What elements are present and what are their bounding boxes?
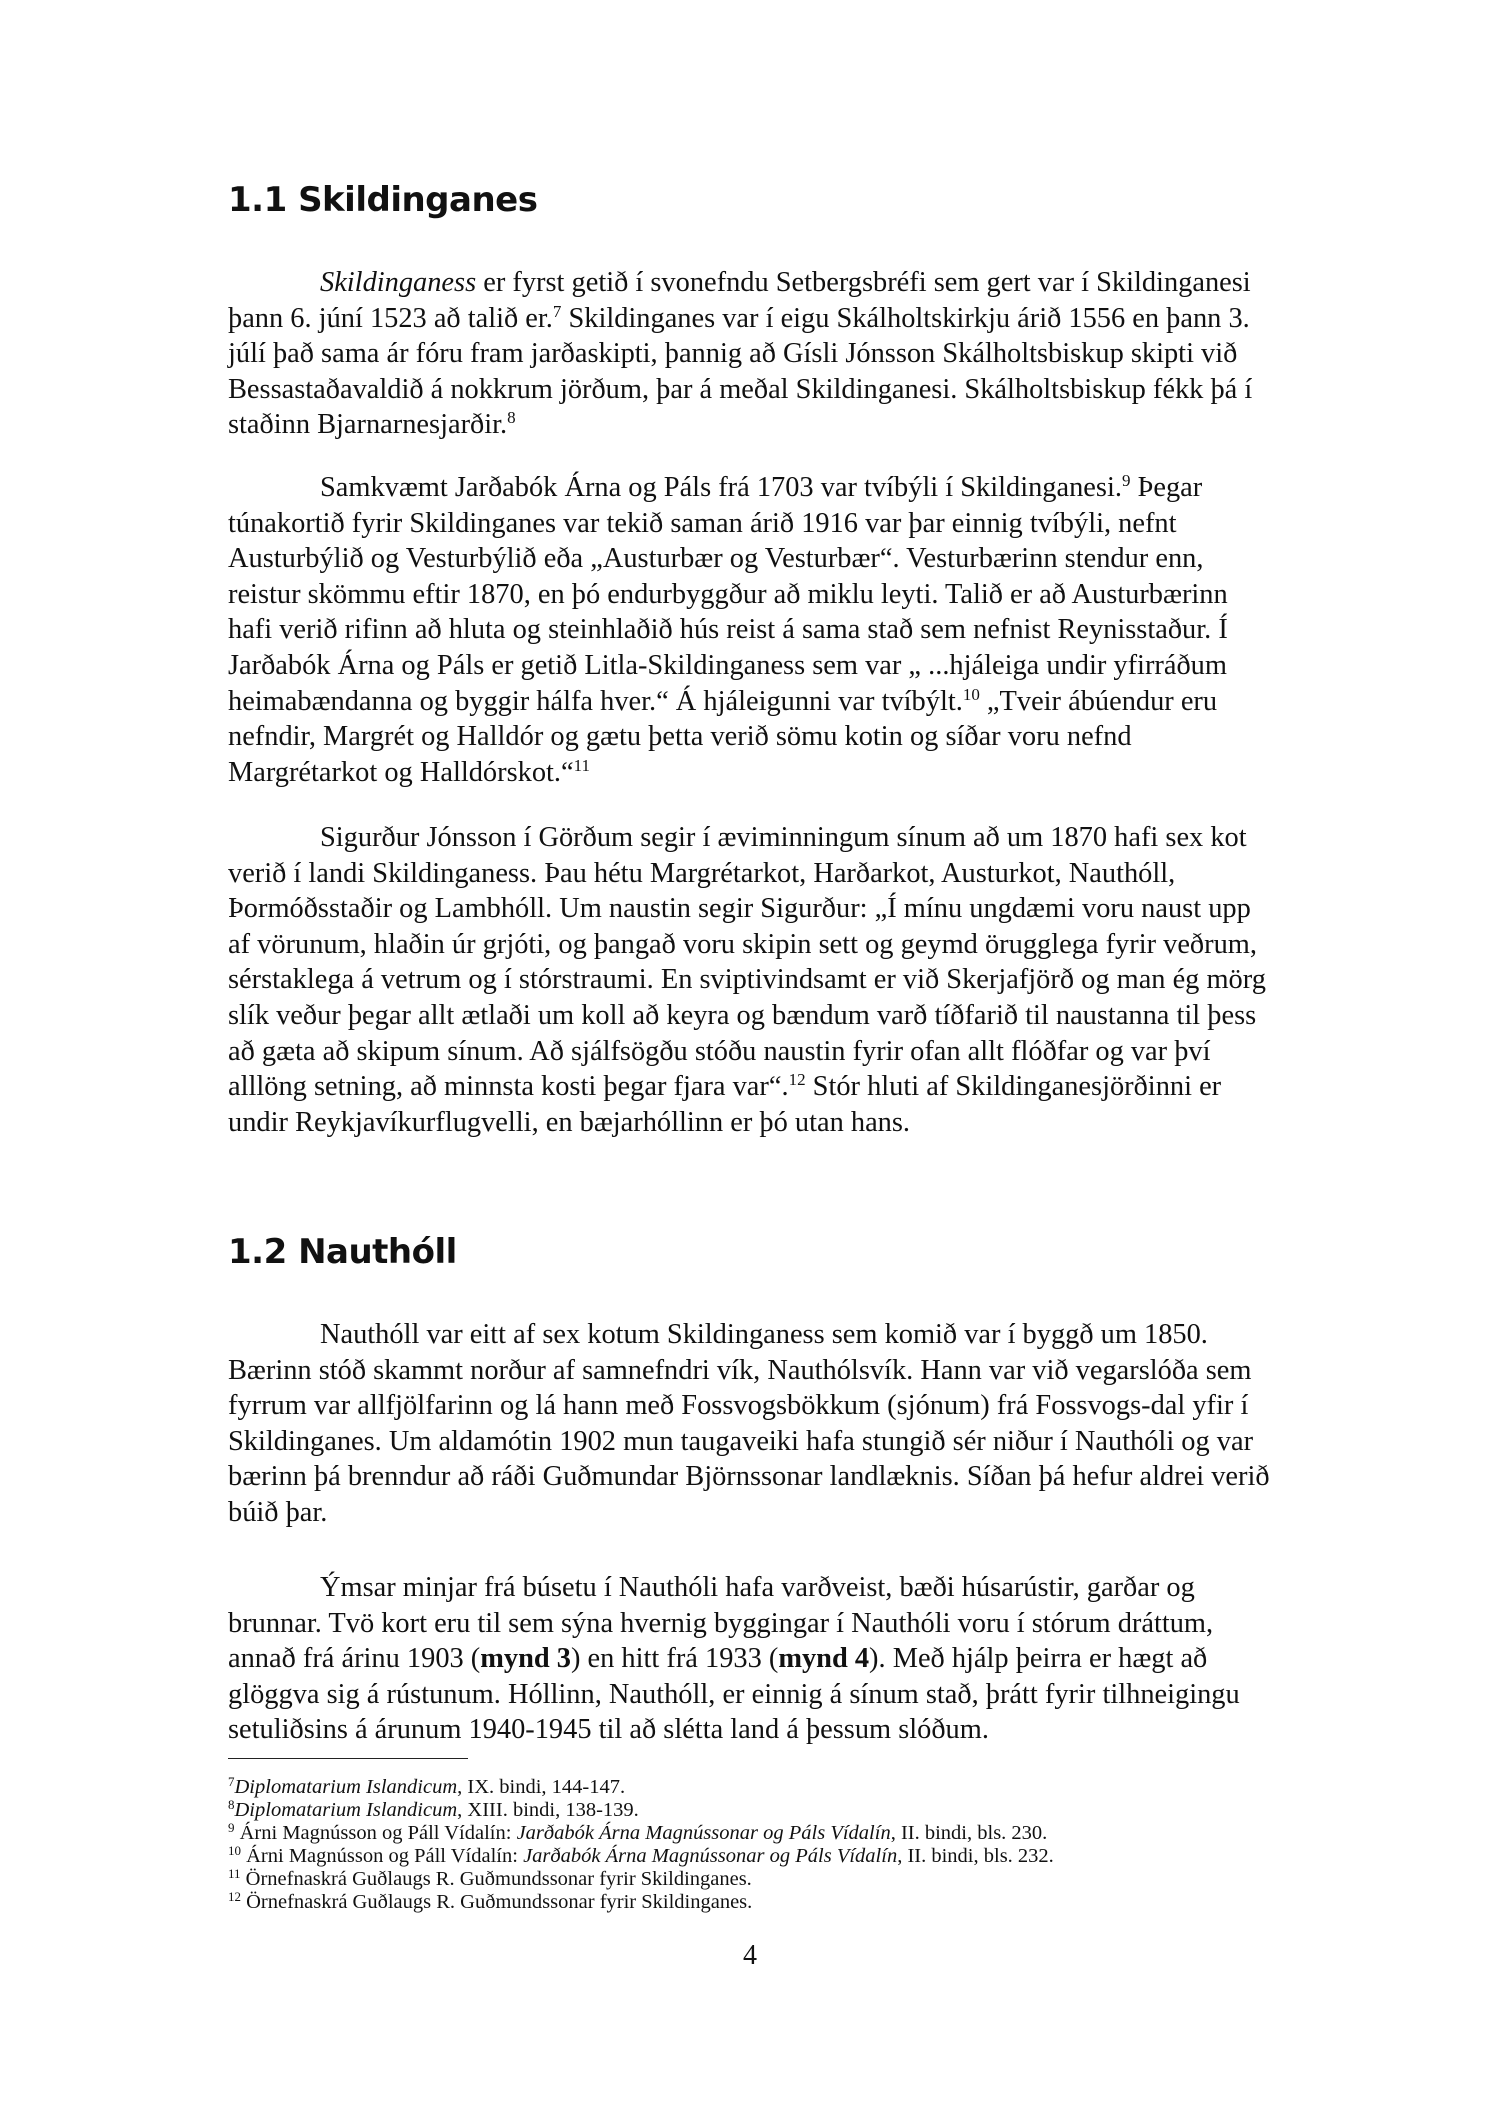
paragraph: Samkvæmt Jarðabók Árna og Páls frá 1703 var tvíbýli í Skildinganesi.$^9$ Þegar túnakortið fyrir Skildinganes var tekið saman árið 1916 var þar einnig tvíbýli, nefnt Austurbýlið og Vesturbýlið eða „Austurbær og Vesturbær“. Vesturbærinn stendur enn, reistur skömmu eftir 1870, en þó endurbyggður að miklu leyti. Talið er að Austurbærinn hafi verið rifinn að hluta og steinhlaðið hús reist á sama stað sem nefnist Reynisstaður. Í Jarðabók Árna og Páls er getið Litla-Skildinganess sem var „ ...hjáleiga undir yfirráðum heimabændanna og byggir hálfa hver.“ Á hjáleigunni var tvíbýlt.$^{10}$ „Tveir ábúendur eru nefndir, Margrét og Halldór og gætu þetta verið sömu kotin og síðar voru nefnd Margrétarkot og Halldórskot.“$^{11}$ — [228, 471, 1228, 788]
paragraph: Skildinganess er fyrst getið í svonefndu Setbergsbréfi sem gert var í Skildinganesi þann 6. júní 1523 að talið er.$^7$ Skildinganes var í eigu Skálholtskirkju árið 1556 en þann 3. júlí það sama ár fóru fram jarðaskipti, þannig að Gísli Jónsson Skálholtsbiskup skipti við Bessastaðavaldið á nokkrum jörðum, þar á meðal Skildinganesi. Skálholtsbiskup fékk þá í staðinn Bjarnarnesjarðir.$^8$ — [228, 267, 1253, 441]
page-number: 4 — [743, 1940, 757, 1971]
footnote: $^{11}$ Örnefnaskrá Guðlaugs R. Guðmundssonar fyrir Skildinganes. — [228, 1866, 752, 1890]
paragraph: Sigurður Jónsson í Görðum segir í æviminningum sínum að um 1870 hafi sex kot verið í landi Skildinganess. Þau hétu Margrétarkot, Harðarkot, Austurkot, Nauthóll, Þormóðsstaðir og Lambhóll. Um naustin segir Sigurður: „Í mínu ungdæmi voru naust upp af vörunum, hlaðin úr grjóti, og þangað voru skipin sett og geymd örugglega fyrir veðrum, sérstaklega á vetrum og í stórstraumi. En sviptivindsamt er við Skerjafjörð og man ég mörg slík veður þegar allt ætlaði um koll að keyra og bændum varð tíðfarið til naustanna til þess að gæta að skipum sínum. Að sjálfsögðu stóðu naustin fyrir ofan allt flóðfar og var því alllöng setning, að minnsta kosti þegar fjara var“.$^{12}$ Stór hluti af Skildinganesjörðinni er undir Reykjavíkurflugvelli, en bæjarhóllinn er þó utan hans. — [228, 822, 1266, 1138]
footnote-ref: 9 — [1121, 471, 1131, 490]
section-heading-skildinganes: 1.1 Skildinganes — [228, 180, 538, 220]
footnote-ref: 10 — [962, 684, 980, 704]
footnotes — [228, 1776, 1308, 1914]
footnote-ref: 11 — [573, 755, 590, 775]
figure-reference: mynd 3 — [480, 1643, 571, 1675]
footnote: $^9$ Árni Magnússon og Páll Vídalín: Jarðabók Árna Magnússonar og Páls Vídalín, II. bindi, bls. 230. — [228, 1820, 1048, 1844]
footnote: $^{10}$ Árni Magnússon og Páll Vídalín: Jarðabók Árna Magnússonar og Páls Vídalín, II. bindi, bls. 232. — [228, 1843, 1054, 1867]
footnote-ref: 8 — [507, 408, 516, 428]
italic-term: Skildinganess — [320, 267, 477, 298]
section-heading-nautholl: 1.2 Nauthóll — [228, 1232, 457, 1272]
footnote-separator — [228, 1758, 468, 1759]
paragraph: Ýmsar minjar frá búsetu í Nauthóli hafa varðveist, bæði húsarústir, garðar og brunnar. Tvö kort eru til sem sýna hvernig byggingar í Nauthóli voru í stórum dráttum, annað frá árinu 1903 (mynd 3) en hitt frá 1933 (mynd 4). Með hjálp þeirra er hægt að glöggva sig á rústunum. Hóllinn, Nauthóll, er einnig á sínum stað, þrátt fyrir tilhneigingu setuliðsins á árunum 1940-1945 til að slétta land á þessum slóðum. — [228, 1572, 1240, 1746]
footnote: $^{12}$ Örnefnaskrá Guðlaugs R. Guðmundssonar fyrir Skildinganes. — [228, 1889, 753, 1913]
footnote: $^8$Diplomatarium Islandicum, XIII. bindi, 138-139. — [228, 1797, 639, 1821]
footnote-ref: 12 — [788, 1070, 806, 1090]
footnote: $^7$Diplomatarium Islandicum, IX. bindi, 144-147. — [228, 1774, 626, 1798]
footnote-ref: 7 — [552, 301, 562, 321]
figure-reference: mynd 4 — [778, 1643, 870, 1675]
paragraph: Nauthóll var eitt af sex kotum Skildinganess sem komið var í byggð um 1850. Bærinn stóð skammt norður af samnefndri vík, Nauthólsvík. Hann var við vegarslóða sem fyrrum var allfjölfarinn og lá hann með Fossvogsbökkum (sjónum) frá Fossvogs-dal yfir í Skildinganes. Um aldamótin 1902 mun taugaveiki hafa stungið sér niður í Nauthóli og var bærinn þá brenndur að ráði Guðmundar Björnssonar landlæknis. Síðan þá hefur aldrei verið búið þar. — [228, 1319, 1270, 1528]
